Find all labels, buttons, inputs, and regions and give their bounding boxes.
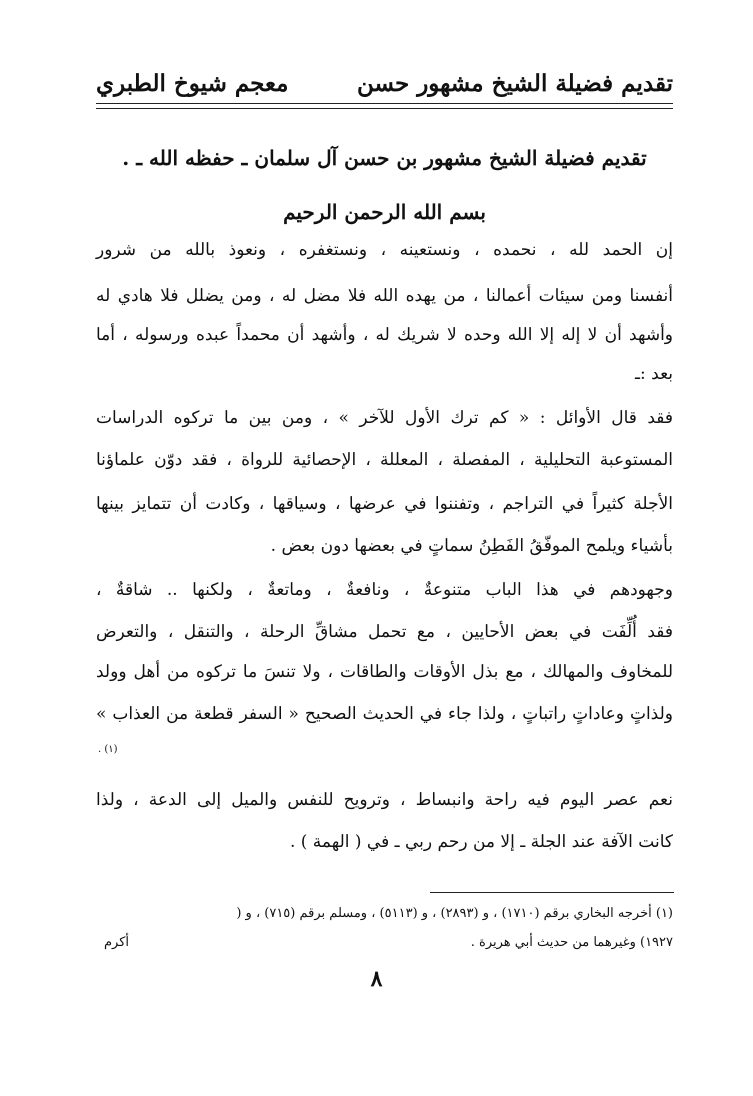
body-line: نعم عصر اليوم فيه راحة وانبساط ، وترويح للنفس والميل إلى الدعة ، ولذا [96, 790, 673, 810]
footnote-separator [430, 892, 674, 893]
footnote-line: (١) أخرجه البخاري برقم (١٧١٠) ، و (٢٨٩٣) ، و (٥١١٣) ، ومسلم برقم (٧١٥) ، و ( [236, 906, 673, 921]
body-line: إن الحمد لله ، نحمده ، ونستعينه ، ونستغفره ، ونعوذ بالله من شرور [96, 240, 673, 260]
page-number: ٨ [370, 966, 383, 992]
body-line: فقد أُلِّفَت في بعض الأحايين ، مع تحمل مشاقِّ الرحلة ، والتنقل ، والتعرض [96, 622, 673, 642]
body-line: ولذاتٍ وعاداتٍ راتباتٍ ، ولذا جاء في الحديث الصحيح « السفر قطعة من العذاب » [96, 704, 673, 724]
body-line: الأجلة كثيراً في التراجم ، وتفننوا في عرضها ، وسياقها ، وكادت أن تتمايز بينها [96, 494, 673, 514]
footnote-reference: (١) . [98, 744, 118, 755]
footnote-line: ١٩٢٧) وغيرهما من حديث أبي هريرة . [470, 935, 673, 950]
section-title: تقديم فضيلة الشيخ مشهور بن حسن آل سلمان ـ حفظه الله ـ . [122, 146, 647, 170]
footnote-signature: أكرم [104, 935, 130, 950]
header-rule-bottom [96, 108, 673, 109]
body-line: أنفسنا ومن سيئات أعمالنا ، من يهده الله فلا مضل له ، ومن يضلل فلا هادي له [96, 286, 673, 306]
body-line: كانت الآفة عند الجلة ـ إلا من رحم ربي ـ في ( الهمة ) . [289, 832, 673, 852]
header-rule-top [96, 103, 673, 104]
chapter-title: تقديم فضيلة الشيخ مشهور حسن [356, 70, 673, 97]
basmala: بسم الله الرحمن الرحيم [283, 200, 486, 224]
body-line: وأشهد أن لا إله إلا الله وحده لا شريك له ، وأشهد أن محمداً عبده ورسوله ، أما [96, 325, 673, 345]
body-line: المستوعبة التحليلية ، المفصلة ، المعللة ، الإحصائية للرواة ، فقد دوّن علماؤنا [96, 450, 673, 470]
body-line: بعد :ـ [635, 364, 673, 384]
book-title: معجم شيوخ الطبري [96, 70, 289, 97]
running-header [96, 62, 673, 102]
body-line: بأشياء ويلمح الموفّقُ الفَطِنُ سماتٍ في بعضها دون بعض . [270, 536, 673, 556]
body-line: وجهودهم في هذا الباب متنوعةٌ ، ونافعةٌ ، وماتعةٌ ، ولكنها .. شاقةٌ ، [96, 580, 673, 600]
body-line: للمخاوف والمهالك ، مع بذل الأوقات والطاقات ، ولا تنسَ ما تركوه من أهل وولد [96, 662, 673, 682]
body-line: فقد قال الأوائل : « كم ترك الأول للآخر » ، ومن بين ما تركوه الدراسات [96, 408, 673, 428]
